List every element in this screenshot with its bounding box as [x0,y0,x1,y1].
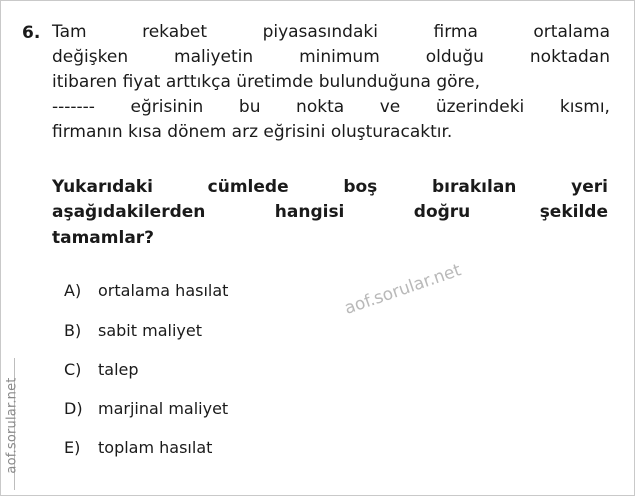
page-border-top [0,0,635,1]
stem-line-3: itibaren fiyat arttıkça üretimde bulunduğuna göre, [52,71,480,92]
choice-letter: A) [64,281,82,301]
choice-text: sabit maliyet [98,320,202,340]
choice-text: toplam hasılat [98,438,213,458]
stem-line-2: değişken maliyetin minimum olduğu noktadan [52,46,610,67]
question-block [22,20,614,477]
page-border-left [0,0,1,496]
choice-text: talep [98,359,139,379]
choice-option-a[interactable] [64,281,614,300]
choice-option-c[interactable] [64,360,614,379]
prompt-line-2: aşağıdakilerden hangisi doğru şekilde [52,202,608,223]
stem-line-4: ------- eğrisinin bu nokta ve üzerindeki kısmı, [52,96,610,117]
prompt-line-3: tamamlar? [52,227,155,248]
choice-list [64,281,614,457]
choice-letter: C) [64,359,82,379]
choice-option-b[interactable] [64,321,614,340]
choice-letter: E) [64,438,81,458]
choice-option-d[interactable] [64,399,614,418]
side-watermark-text: aof.sorular.net [4,376,20,474]
diagonal-watermark: aof.sorular.net [342,260,464,319]
choice-text: ortalama hasılat [98,281,229,301]
prompt-line-1: Yukarıdaki cümlede boş bırakılan yeri [52,176,608,197]
side-watermark [2,360,22,490]
stem-line-1: Tam rekabet piyasasındaki firma ortalama [52,22,610,42]
choice-letter: B) [64,320,82,340]
question-number: 6. [22,23,41,43]
question-header [22,20,614,145]
choice-letter: D) [64,398,83,418]
choice-text: marjinal maliyet [98,398,229,418]
question-stem [52,20,614,145]
question-prompt [52,175,608,252]
stem-line-5: firmanın kısa dönem arz eğrisini oluşturacaktır. [52,121,453,142]
choice-option-e[interactable] [64,438,614,457]
